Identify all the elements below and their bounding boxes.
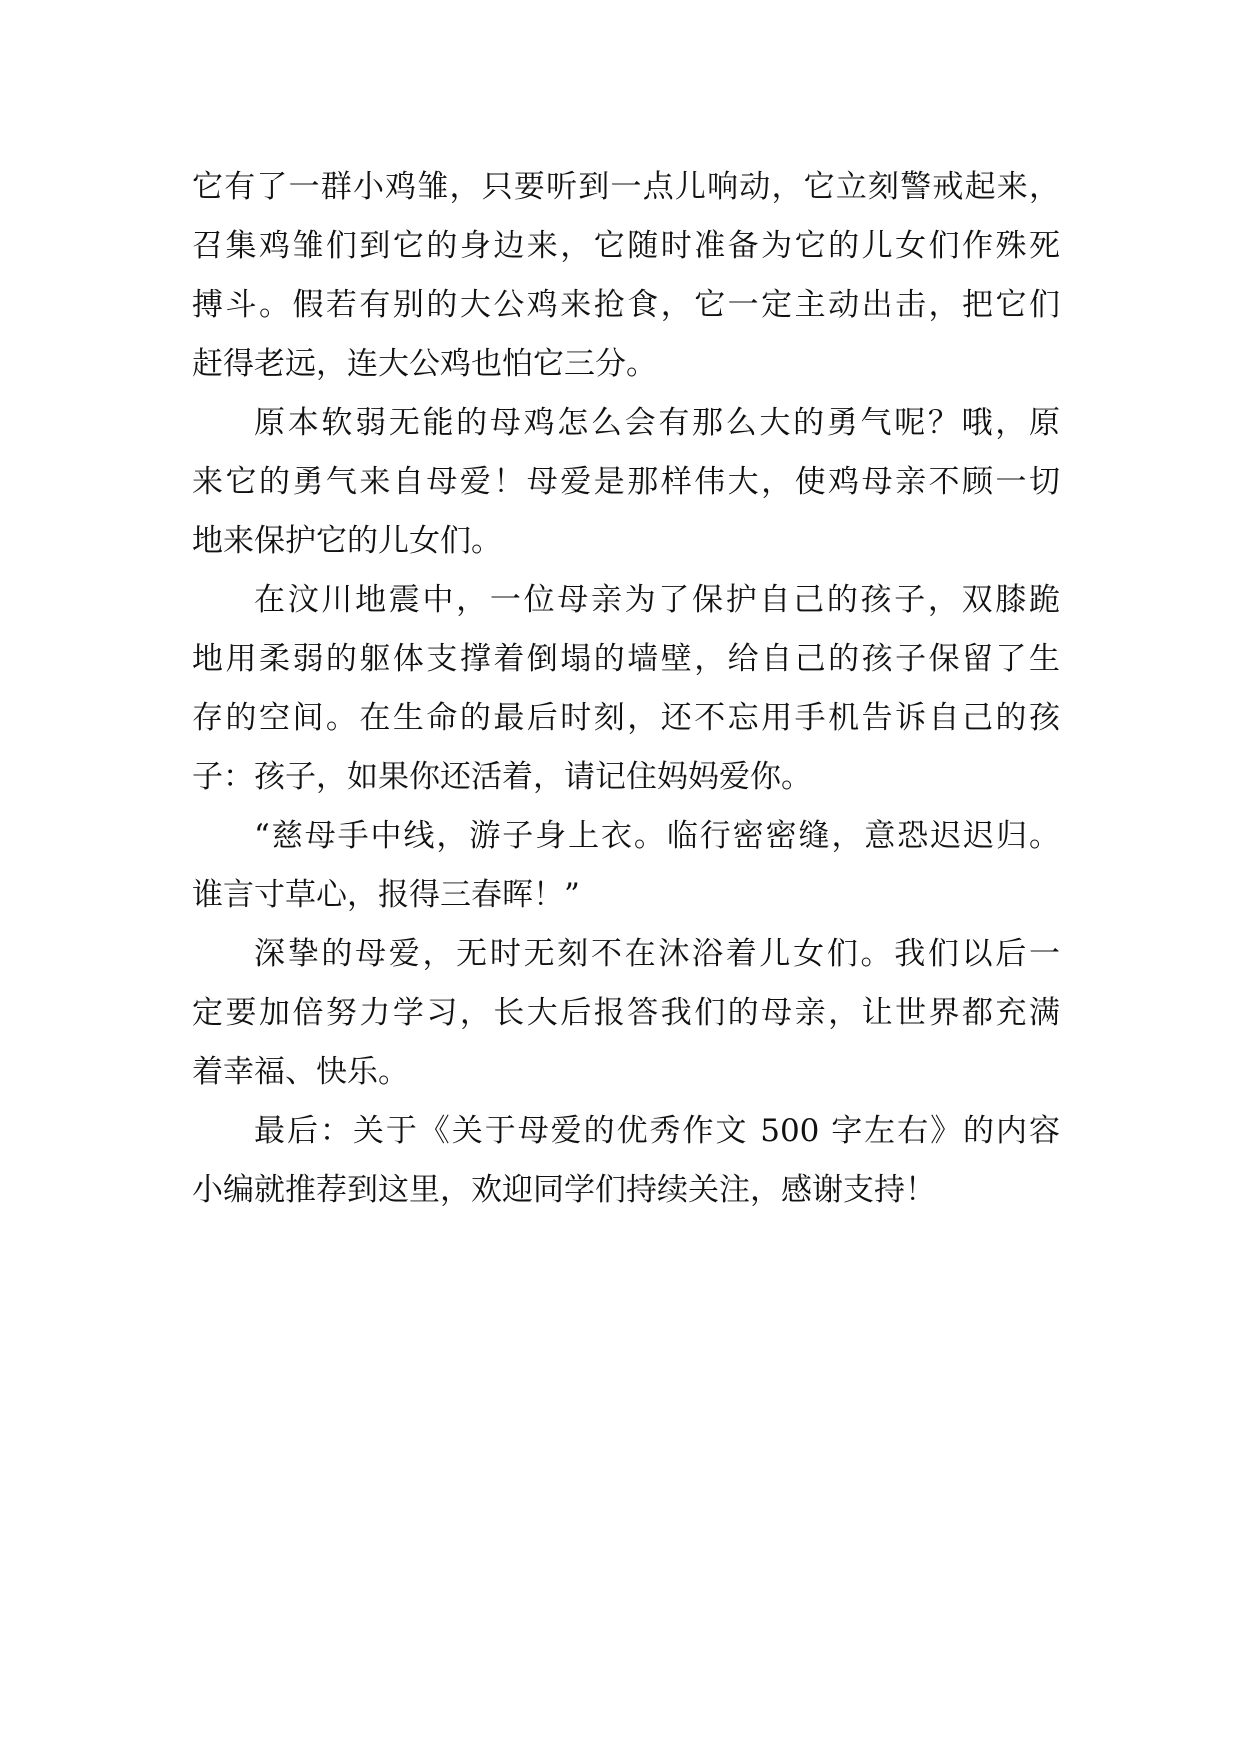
text-line: 谁言寸草心，报得三春晖！” (192, 877, 580, 913)
text-line: 小编就推荐到这里，欢迎同学们持续关注，感谢支持！ (192, 1172, 936, 1208)
text-line: 地用柔弱的躯体支撑着倒塌的墙壁，给自己的孩子保留了生 (192, 641, 1060, 677)
text-line: 在汶川地震中，一位母亲为了保护自己的孩子，双膝跪 (254, 582, 1060, 618)
text-line: 召集鸡雏们到它的身边来，它随时准备为它的儿女们作殊死 (192, 228, 1060, 264)
text-line: “慈母手中线，游子身上衣。临行密密缝，意恐迟迟归。 (254, 818, 1060, 854)
text-line: 最后：关于《关于母爱的优秀作文 500 字左右》的内容 (254, 1113, 1060, 1149)
paragraph-wenchuan-earthquake (192, 571, 1060, 807)
text-line: 存的空间。在生命的最后时刻，还不忘用手机告诉自己的孩 (192, 700, 1060, 736)
paragraph-hen-protects-chicks (192, 158, 1060, 394)
text-line: 子：孩子，如果你还活着，请记住妈妈爱你。 (192, 759, 812, 795)
text-line: 来它的勇气来自母爱！母爱是那样伟大，使鸡母亲不顾一切 (192, 464, 1060, 500)
paragraph-repay-mother (192, 925, 1060, 1102)
text-line: 赶得老远，连大公鸡也怕它三分。 (192, 346, 657, 382)
text-line: 深挚的母爱，无时无刻不在沐浴着儿女们。我们以后一 (254, 936, 1060, 972)
text-line: 地来保护它的儿女们。 (192, 523, 502, 559)
paragraph-courage-from-love (192, 394, 1060, 571)
body-text (192, 158, 1060, 1220)
paragraph-poem-quote (192, 807, 1060, 925)
text-line: 它有了一群小鸡雏，只要听到一点儿响动，它立刻警戒起来， (192, 169, 1060, 205)
paragraph-closing-note (192, 1102, 1060, 1220)
text-line: 定要加倍努力学习，长大后报答我们的母亲，让世界都充满 (192, 995, 1060, 1031)
text-line: 原本软弱无能的母鸡怎么会有那么大的勇气呢？哦，原 (254, 405, 1060, 441)
text-line: 搏斗。假若有别的大公鸡来抢食，它一定主动出击，把它们 (192, 287, 1060, 323)
text-line: 着幸福、快乐。 (192, 1054, 409, 1090)
